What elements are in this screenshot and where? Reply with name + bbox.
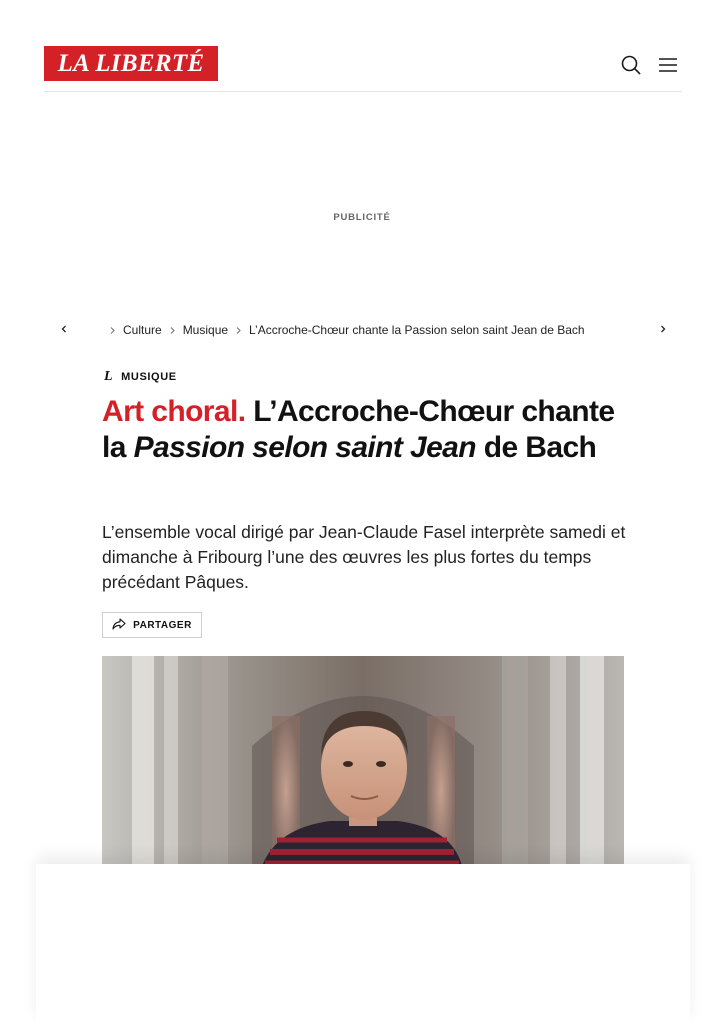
headline-italic: Passion selon saint Jean [133,431,476,464]
article-headline [102,394,642,466]
chevron-right-icon [167,325,178,336]
hamburger-menu-icon[interactable] [658,57,678,73]
breadcrumb-item-musique[interactable]: Musique [182,323,229,337]
share-icon [112,618,126,633]
search-icon[interactable] [621,55,641,75]
headline-part2: de Bach [483,431,597,464]
chevron-right-icon [107,325,118,336]
share-button[interactable] [102,612,202,638]
chevron-right-icon [233,325,244,336]
ad-label: PUBLICITÉ [333,212,391,223]
chevron-left-icon[interactable] [56,321,72,337]
site-logo[interactable]: LA LIBERTÉ [44,46,218,81]
article-lead: L’ensemble vocal dirigé par Jean-Claude Fasel interprète samedi et dimanche à Fribourg l’une des œuvres les plus fortes du temps précédant Pâques. [102,522,626,592]
bottom-overlay-panel [36,864,690,1024]
breadcrumb-item-culture[interactable]: Culture [123,323,162,337]
breadcrumb [102,321,585,339]
article-photo [102,656,624,866]
headline-part1: L’Accroche-Chœur chante la [102,395,615,464]
chevron-right-icon[interactable] [655,321,671,337]
kicker-label[interactable]: MUSIQUE [121,371,177,383]
site-header [44,46,682,92]
brand-mark-icon: L [104,369,114,384]
headline-accent: Art choral. [102,395,246,428]
header-icons [621,55,678,75]
share-label: PARTAGER [133,619,192,631]
article-kicker [104,371,177,383]
breadcrumb-item-current: L’Accroche-Chœur chante la Passion selon saint Jean de Bach [249,323,585,337]
